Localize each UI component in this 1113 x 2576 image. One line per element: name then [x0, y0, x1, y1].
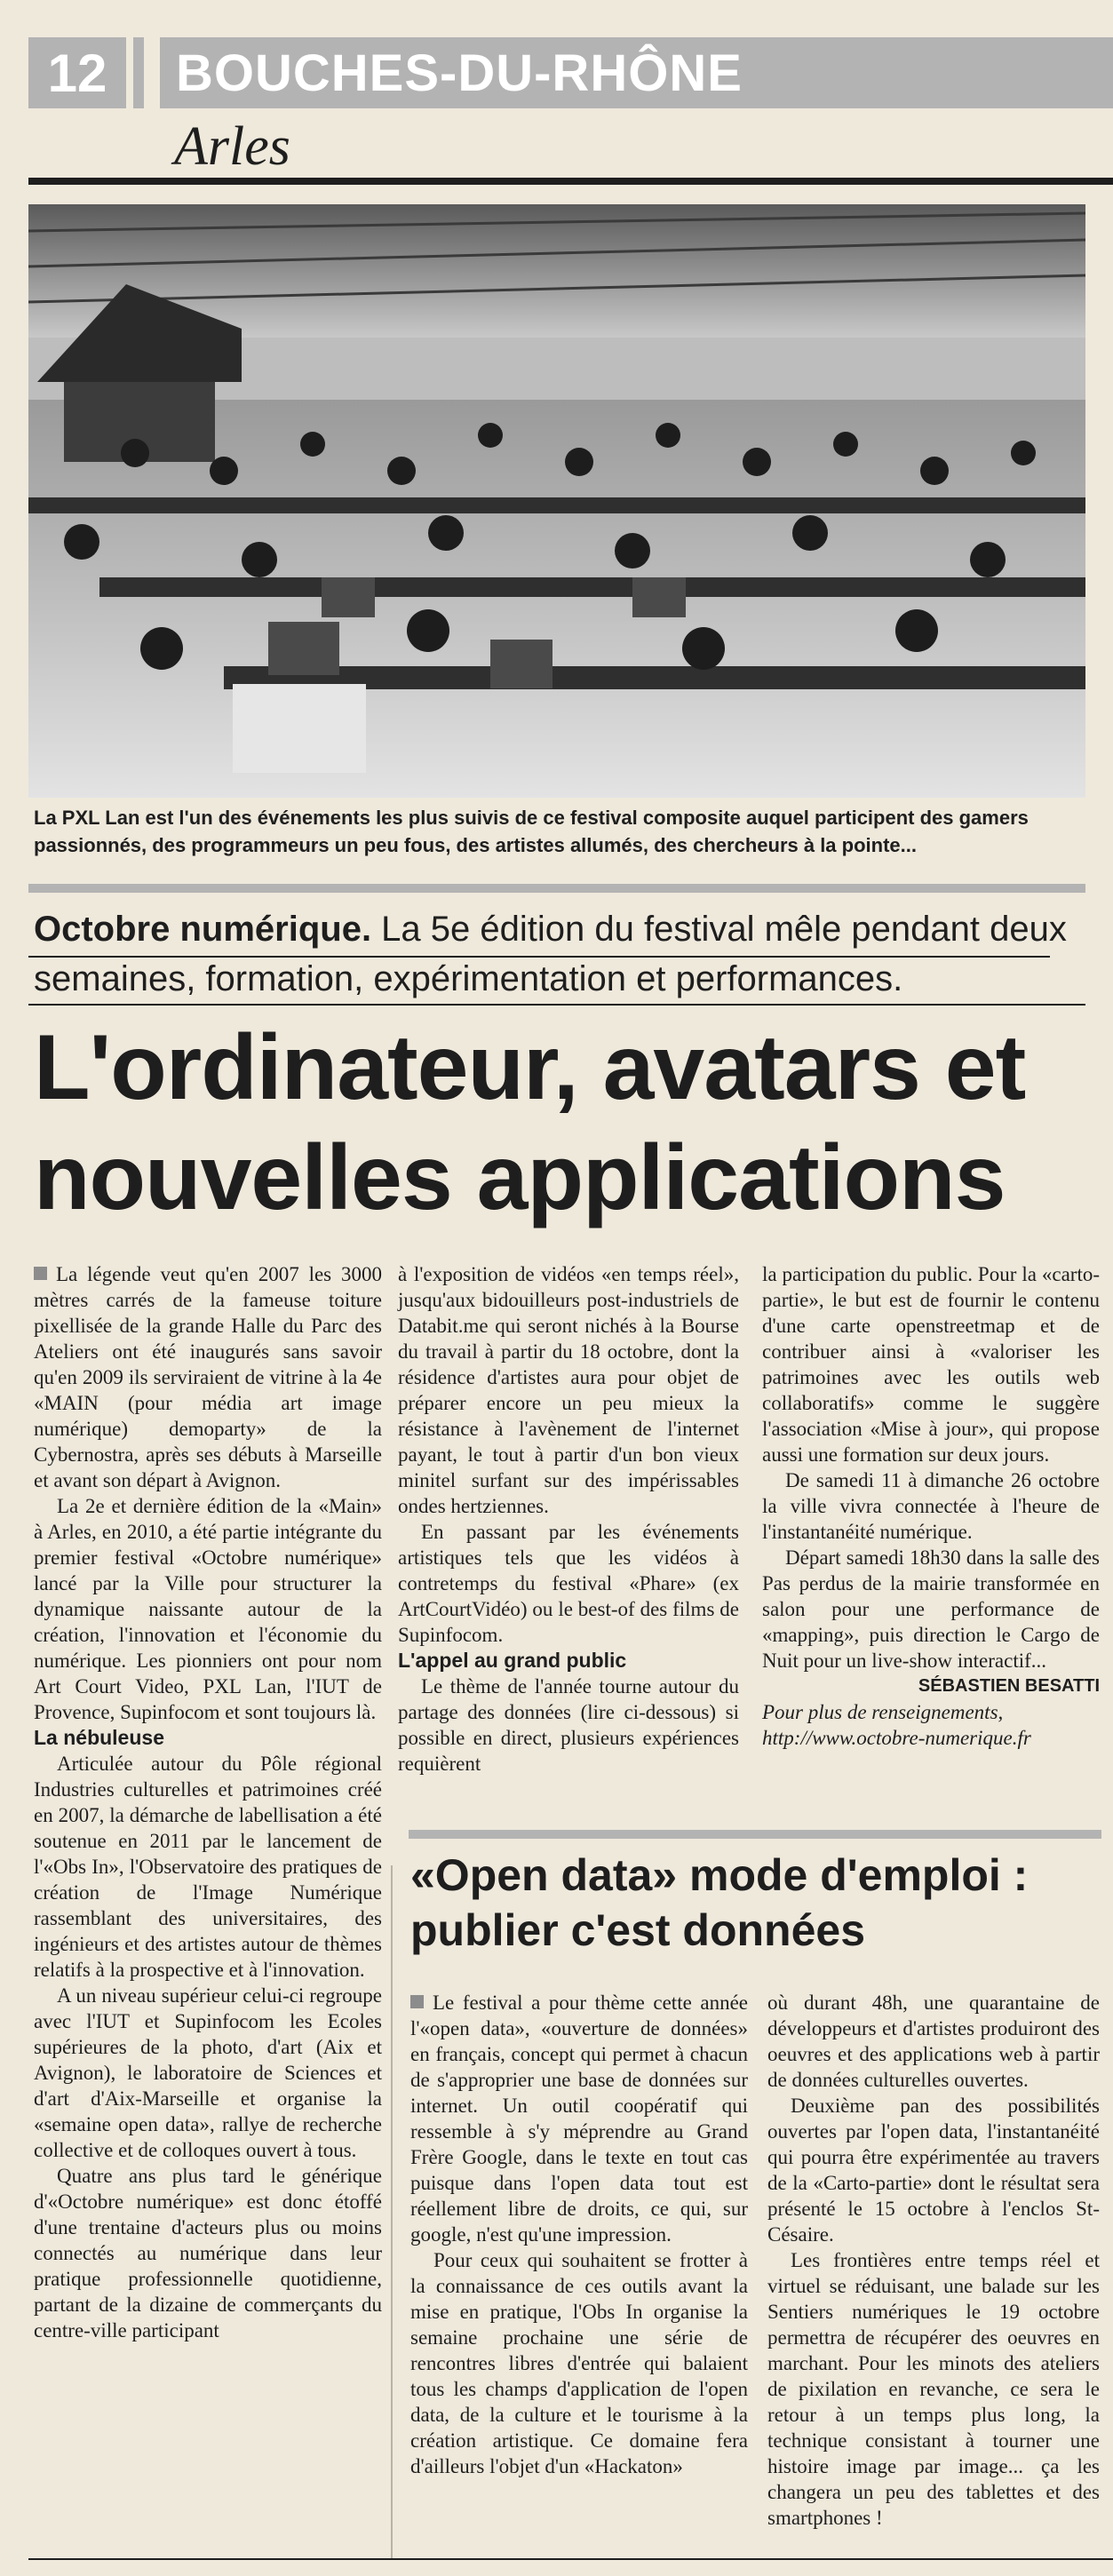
- section-title: BOUCHES-DU-RHÔNE: [160, 37, 1113, 108]
- sidebar-column-1: [410, 1990, 748, 2479]
- paragraph: A un niveau supérieur celui-ci regroupe avec l'IUT et Supinfocom les Ecoles supérieures de la photo, d'art (Aix et Avignon), le laboratoire de Sciences et d'art d'Aix-Marseille et organise la «semaine open data», rallye de recherche collective et de colloques ouvert à tous.: [34, 1984, 382, 2161]
- paragraph: la participation du public. Pour la «carto-partie», le but est de fournir le contenu d'une carte openstreetmap et de contribuer ainsi à «valoriser les patrimoines avec les outils web collaboratifs» comme le suggère l'association «Mise à jour», qui propose aussi une formation sur deux jours.: [762, 1263, 1100, 1466]
- author-signature: SÉBASTIEN BESATTI: [918, 1676, 1100, 1696]
- kicker-text: La 5e édition du festival mêle pendant deux semaines, formation, expérimentation et performances.: [34, 910, 1067, 998]
- info-line: Pour plus de renseignements,: [762, 1701, 1004, 1723]
- paragraph: Départ samedi 18h30 dans la salle des Pas perdus de la mairie transformée en salon pour une performance de «mapping», puis direction le Cargo de Nuit pour un live-show interactif...: [762, 1546, 1100, 1672]
- kicker-underline: [28, 956, 1050, 958]
- kicker-lead: Octobre numérique.: [34, 910, 372, 949]
- article-column-2: [398, 1261, 739, 1777]
- paragraph-text: Le festival a pour thème cette année l'«open data», «ouverture de données» en français, concept qui permet à chacun de s'approprier une base de données sur internet. Un outil coopératif qui ressemble à s'y méprendre au Grand Frère Google, dans le texte en tout cas puisque dans l'open data tout est réellement libre de droits, ce qui, sur google, n'est qu'une impression.: [410, 1992, 748, 2246]
- subheading: L'appel au grand public: [398, 1649, 627, 1672]
- info-url: http://www.octobre-numerique.fr: [762, 1727, 1031, 1749]
- bottom-rule: [28, 2558, 1113, 2560]
- paragraph: [34, 1261, 382, 1493]
- paragraph: Les frontières entre temps réel et virtuel se réduisant, une balade sur les Sentiers numériques le 19 octobre permettra de récupérer des oeuvres en marchant. Pour les minots des ateliers de pixilation en revanche, ce sera le retour à un temps plus long, la technique consistant à tourner une histoire image par image... ça les changera un peu des tablettes et des smartphones !: [767, 2249, 1100, 2529]
- paragraph: De samedi 11 à dimanche 26 octobre la ville vivra connectée à l'heure de l'instantanéité numérique.: [762, 1469, 1100, 1543]
- kicker-rule: [28, 884, 1085, 893]
- page-number: 12: [28, 37, 126, 108]
- paragraph: La 2e et dernière édition de la «Main» à Arles, en 2010, a été partie intégrante du premier festival «Octobre numérique» lancé par la Ville pour structurer la dynamique naissante autour de la création, l'innovation et l'économie du numérique. Les pionniers ont pour nom Art Court Video, PXL Lan, l'IUT de Provence, Supinfocom et sont toujours là.: [34, 1495, 382, 1723]
- header-separator: [133, 37, 144, 108]
- column-divider: [391, 1865, 393, 2558]
- paragraph: Pour ceux qui souhaitent se frotter à la connaissance de ces outils avant la mise en pratique, l'Obs In organise la semaine prochaine une série de rencontres libres d'entrée qui balaient tous les champs d'application de l'open data, de la culture et le tourisme à la création artistique. Ce domaine fera d'ailleurs l'objet d'un «Hackaton»: [410, 2249, 748, 2477]
- article-column-3: [762, 1261, 1100, 1751]
- kicker: [34, 904, 1091, 1004]
- kicker-underline-2: [28, 1004, 1085, 1006]
- sidebar-column-2: [767, 1990, 1100, 2531]
- city-title: Arles: [174, 116, 290, 177]
- sidebar-rule: [409, 1830, 1101, 1839]
- article-start-square: [410, 1995, 424, 2008]
- paragraph: Articulée autour du Pôle régional Industries culturelles et patrimoines créé en 2007, la démarche de labellisation a été soutenue en 2011 par le lancement de l'«Obs In», l'Observatoire des pratiques de création de l'Image Numérique rassemblant des universitaires, des ingénieurs et des artistes autour de thèmes relatifs à la prospective et à l'innovation.: [34, 1753, 382, 1981]
- article-start-square: [34, 1267, 47, 1280]
- header-rule: [28, 178, 1113, 185]
- subheading: La nébuleuse: [34, 1726, 164, 1749]
- paragraph: Deuxième pan des possibilités ouvertes par l'open data, l'instantanéité qui pourra être expérimentée au travers de la «Carto-partie» dont le résultat sera présenté le 15 octobre à l'enclos St-Césaire.: [767, 2095, 1100, 2246]
- event-photo: [28, 204, 1085, 798]
- paragraph: [410, 1990, 748, 2247]
- sidebar-title: «Open data» mode d'emploi : publier c'est données: [410, 1850, 1029, 1955]
- paragraph: Le thème de l'année tourne autour du partage des données (lire ci-dessous) si possible en direct, plusieurs expériences requièrent: [398, 1675, 739, 1775]
- paragraph: à l'exposition de vidéos «en temps réel», jusqu'aux bidouilleurs post-industriels de Databit.me qui seront nichés à la Bourse du travail à partir du 18 octobre, dont la résidence d'artistes aura pour objet de préparer encore un peu mieux la résistance à l'avènement de l'internet payant, le tout à partir d'un bon vieux minitel surfant sur des impérissables ondes hertziennes.: [398, 1263, 739, 1517]
- headline: L'ordinateur, avatars et nouvelles applications: [34, 1016, 1026, 1229]
- photo-caption: La PXL Lan est l'un des événements les plus suivis de ce festival composite auquel participent des gamers passionnés, des programmeurs un peu fous, des artistes allumés, des chercheurs à la pointe...: [34, 807, 1029, 856]
- paragraph: En passant par les événements artistiques tels que les vidéos à contretemps du festival «Phare» (ex ArtCourtVidéo) ou le best-of des films de Supinfocom.: [398, 1521, 739, 1646]
- paragraph-text: La légende veut qu'en 2007 les 3000 mètres carrés de la fameuse toiture pixellisée de la grande Halle du Parc des Ateliers ont été inaugurés sans savoir qu'en 2009 ils serviraient de vitrine à la 4e «MAIN (pour média art image numérique) demoparty» de la Cybernostra, après ses débuts à Marseille et avant son départ à Avignon.: [34, 1263, 382, 1491]
- paragraph: Quatre ans plus tard le générique d'«Octobre numérique» est donc étoffé d'une trentaine d'acteurs plus ou moins connectés au numérique dans leur pratique professionnelle quotidienne, partant de la dizaine de commerçants du centre-ville participant: [34, 2165, 382, 2341]
- paragraph: où durant 48h, une quarantaine de développeurs et d'artistes produiront des oeuvres et des applications web à partir de données culturelles ouvertes.: [767, 1992, 1100, 2091]
- article-column-1: [34, 1261, 382, 2343]
